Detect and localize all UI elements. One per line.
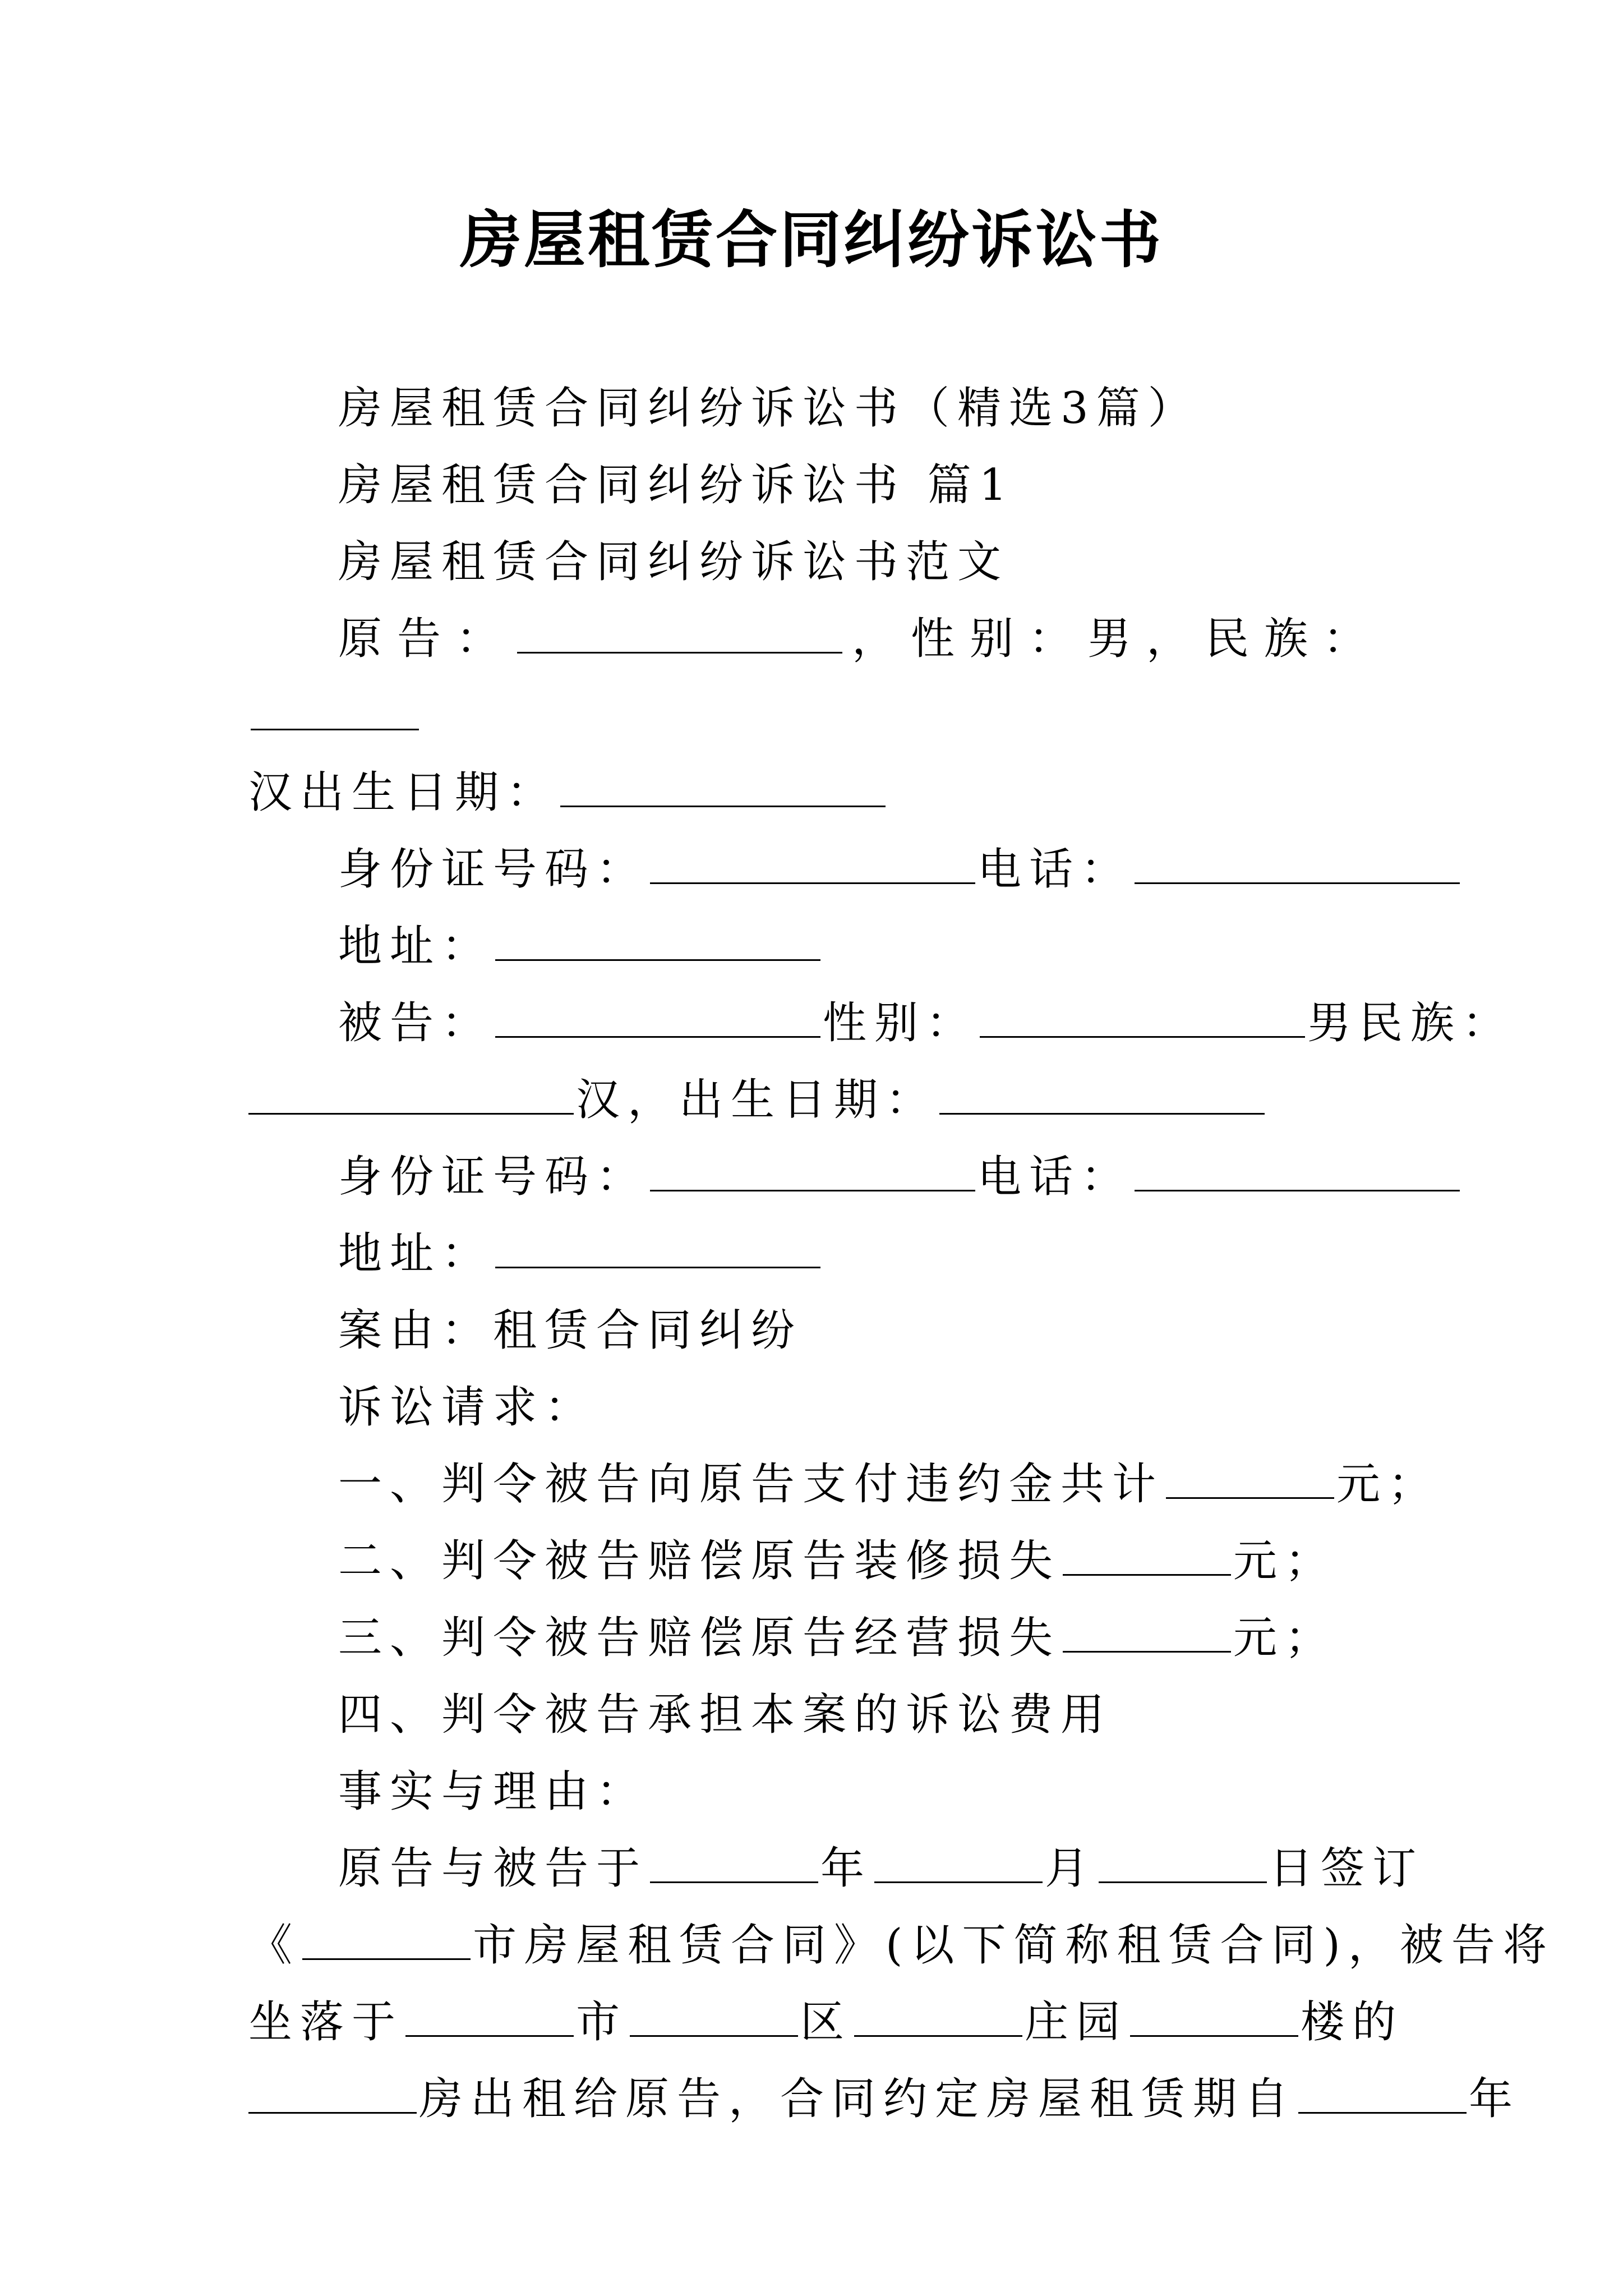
blank-line xyxy=(650,1189,975,1191)
paragraph-facts-3 xyxy=(248,1984,1404,2061)
paragraph-plaintiff-address xyxy=(248,908,1375,985)
blank-line xyxy=(302,1958,471,1960)
paragraph-plaintiff-id xyxy=(248,831,1375,908)
facts-text: 市房屋租赁合同》(以下简称租赁合同)，被告将 xyxy=(473,1920,1555,1971)
id-label: 身份证号码： xyxy=(338,844,648,895)
id-label: 身份证号码： xyxy=(338,1152,648,1202)
blank-line xyxy=(1130,2035,1298,2037)
blank-line xyxy=(560,805,886,807)
sample-text: 房屋租赁合同纠纷诉讼书范文 xyxy=(338,537,1009,587)
claim3-unit: 元； xyxy=(1233,1613,1337,1663)
paragraph-facts-4 xyxy=(248,2061,1521,2138)
facts-text: 房出租给原告，合同约定房屋租赁期自 xyxy=(419,2074,1297,2124)
blank-line xyxy=(1135,1189,1460,1191)
blank-line xyxy=(939,1112,1265,1115)
phone-label: 电话： xyxy=(978,1152,1133,1202)
paragraph-facts-1 xyxy=(248,1830,1424,1907)
blank-line xyxy=(517,651,842,654)
blank-line xyxy=(854,2035,1022,2037)
claim2-unit: 元； xyxy=(1233,1536,1337,1586)
blank-line xyxy=(495,1036,820,1038)
document-title: 房屋租赁合同纠纷诉讼书 xyxy=(460,204,1163,276)
claim3-text: 三、判令被告赔偿原告经营损失 xyxy=(338,1613,1061,1663)
facts-building: 楼的 xyxy=(1301,1997,1404,2047)
facts-bracket: 《 xyxy=(248,1920,301,1971)
paragraph-claim1 xyxy=(248,1446,1440,1523)
address-label: 地址： xyxy=(338,921,494,972)
paragraph-sample xyxy=(248,524,1375,601)
paragraph-claim2 xyxy=(248,1523,1375,1600)
facts-garden: 庄园 xyxy=(1025,1997,1128,2047)
blank-line xyxy=(874,1881,1043,1883)
claim1-unit: 元； xyxy=(1336,1459,1440,1510)
blank-line xyxy=(1063,1573,1231,1576)
paragraph-claim4 xyxy=(248,1677,1375,1754)
facts-heading: 事实与理由： xyxy=(338,1766,648,1817)
blank-line xyxy=(495,1266,820,1268)
blank-line xyxy=(1298,2111,1467,2114)
defendant-label: 被告： xyxy=(338,998,494,1048)
paragraph-facts-heading xyxy=(248,1754,1375,1830)
paragraph-subtitle xyxy=(248,370,1375,447)
facts-text: 原告与被告于 xyxy=(338,1843,648,1894)
paragraph-defendant xyxy=(248,985,1514,1062)
plaintiff-birth-label: 汉出生日期： xyxy=(248,767,559,818)
defendant-gender-label: 性别： xyxy=(823,998,978,1048)
paragraph-facts-2 xyxy=(248,1907,1555,1984)
paragraph-defendant-address xyxy=(248,1216,1375,1292)
facts-district: 区 xyxy=(800,1997,852,2047)
paragraph-defendant-birth xyxy=(248,1062,1375,1139)
phone-label: 电话： xyxy=(978,844,1133,895)
paragraph-claims-heading xyxy=(248,1369,1375,1446)
paragraph-cause xyxy=(248,1292,1375,1369)
blank-line xyxy=(1099,1881,1267,1883)
paragraph-part1 xyxy=(248,447,1375,524)
facts-month: 月 xyxy=(1045,1843,1097,1894)
plaintiff-gender: ，性别：男，民族： xyxy=(845,614,1375,664)
paragraph-claim3 xyxy=(248,1600,1375,1677)
blank-line xyxy=(1166,1497,1334,1499)
blank-line xyxy=(650,882,975,884)
claim1-text: 一、判令被告向原告支付违约金共计 xyxy=(338,1459,1164,1510)
subtitle-text: 房屋租赁合同纠纷诉讼书（精选3篇） xyxy=(338,383,1200,434)
paragraph-defendant-id xyxy=(248,1139,1375,1216)
document-body xyxy=(248,370,1555,2138)
part1-text: 房屋租赁合同纠纷诉讼书 篇1 xyxy=(338,460,1015,510)
blank-line xyxy=(650,1881,818,1883)
facts-city: 市 xyxy=(576,1997,628,2047)
blank-line xyxy=(251,728,419,730)
defendant-ethnic-label: 男民族： xyxy=(1307,998,1514,1048)
claim4-text: 四、判令被告承担本案的诉讼费用 xyxy=(338,1690,1113,1740)
blank-line xyxy=(248,1112,574,1115)
paragraph-plaintiff-birth xyxy=(248,754,1375,831)
blank-line xyxy=(405,2035,574,2037)
defendant-birth-label: 汉，出生日期： xyxy=(576,1075,938,1125)
claims-heading: 诉讼请求： xyxy=(338,1382,597,1433)
cause-text: 案由：租赁合同纠纷 xyxy=(338,1305,803,1356)
address-label: 地址： xyxy=(338,1228,494,1279)
blank-line xyxy=(1063,1650,1231,1653)
blank-line xyxy=(1135,882,1460,884)
paragraph-plaintiff xyxy=(248,601,1375,754)
facts-day: 日签订 xyxy=(1269,1843,1424,1894)
blank-line xyxy=(980,1036,1305,1038)
blank-line xyxy=(630,2035,798,2037)
facts-year: 年 xyxy=(820,1843,873,1894)
claim2-text: 二、判令被告赔偿原告装修损失 xyxy=(338,1536,1061,1586)
facts-text: 坐落于 xyxy=(248,1997,404,2047)
blank-line xyxy=(248,2111,417,2114)
blank-line xyxy=(495,959,820,961)
plaintiff-label: 原告： xyxy=(338,614,515,664)
facts-year: 年 xyxy=(1469,2074,1521,2124)
